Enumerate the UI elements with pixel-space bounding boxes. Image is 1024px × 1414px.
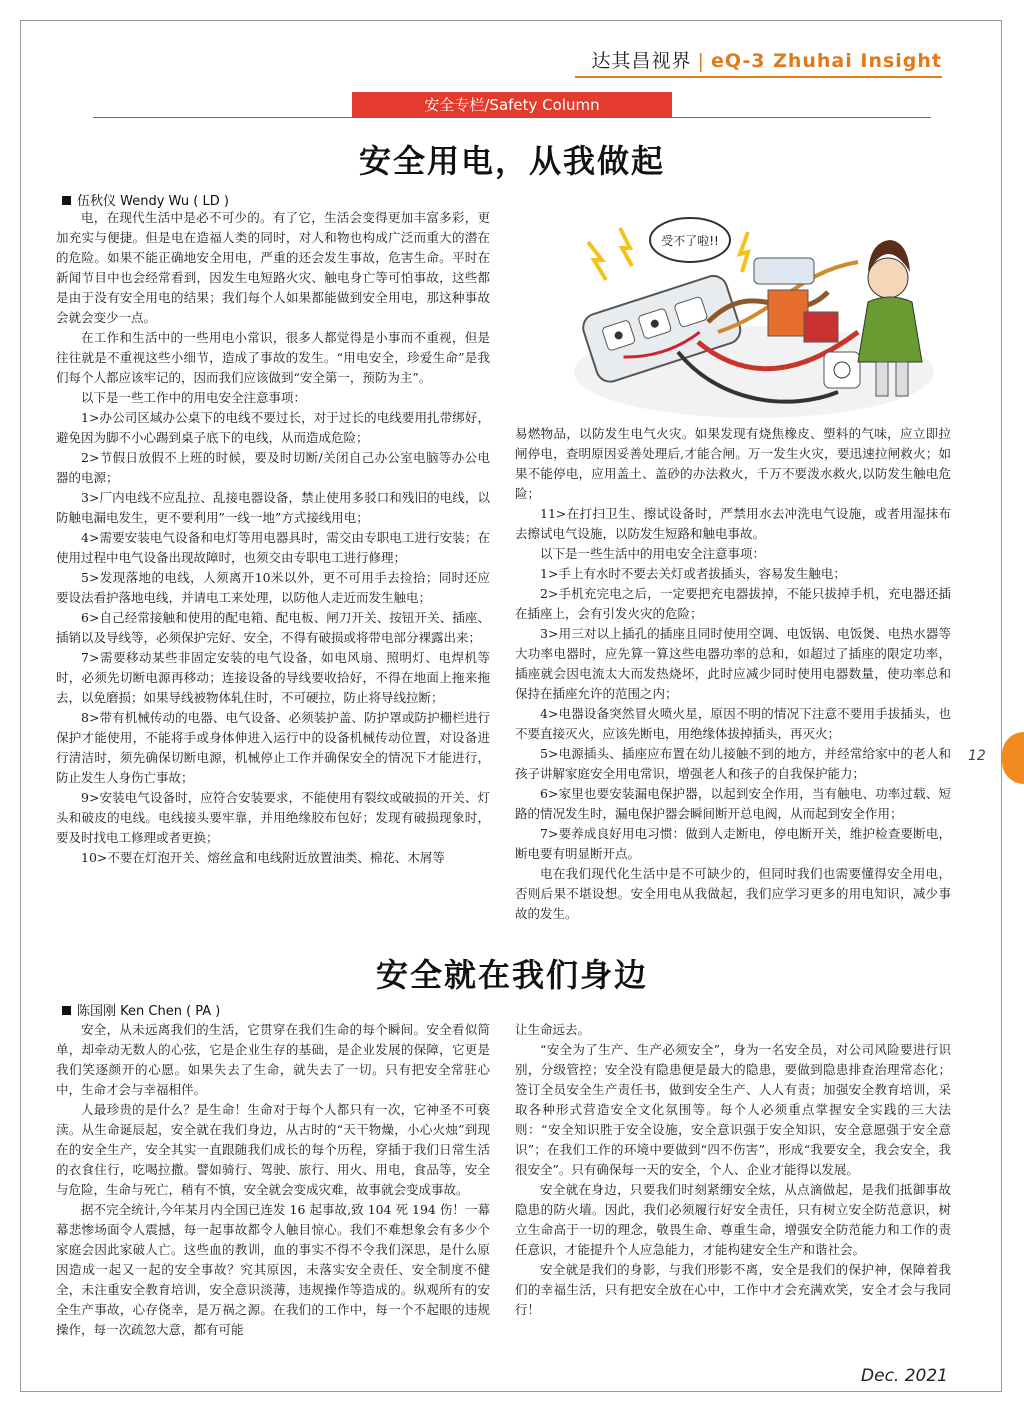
article1-right-column (515, 424, 951, 924)
paragraph: 7>需要移动某些非固定安装的电气设备，如电风扇、照明灯、电焊机等时，必须先切断电源再移动；连接设备的导线要收拾好，不得在地面上拖来拖去，以免磨损；如果导线被物体轧住时，不可硬拉，防止将导线拉断； (56, 650, 490, 705)
issue-date: Dec. 2021 (861, 1366, 948, 1386)
article2-left-column (56, 1020, 490, 1340)
article2-title: 安全就在我们身边 (375, 956, 648, 994)
article1-title: 安全用电，从我做起 (358, 142, 665, 180)
paragraph: 2>手机充完电之后，一定要把充电器拔掉，不能只拔掉手机，充电器还插在插座上，会有引发火灾的危险； (515, 586, 951, 621)
byline-square-icon (62, 1006, 71, 1015)
paragraph: 9>安装电气设备时，应符合安装要求，不能使用有裂纹或破损的开关、灯头和破皮的电线。电线接头要牢靠，并用绝缘胶布包好；发现有破损现象时，要及时找电工修理或者更换； (56, 790, 490, 845)
article2-byline (62, 1000, 220, 1019)
speech-bubble-text: 受不了啦!! (661, 234, 719, 248)
paragraph: 电在我们现代化生活中是不可缺少的，但同时我们也需要懂得安全用电，否则后果不堪设想。安全用电从我做起，我们应学习更多的用电知识，减少事故的发生。 (515, 866, 951, 921)
paragraph: 11>在打扫卫生、擦试设备时，严禁用水去冲洗电气设施，或者用湿抹布去擦试电气设施，以防发生短路和触电事故。 (515, 506, 951, 541)
paragraph: 7>要养成良好用电习惯：做到人走断电，停电断开关，维护检查要断电，断电要有明显断开点。 (515, 826, 951, 861)
paragraph: 1>办公司区域办公桌下的电线不要过长，对于过长的电线要用扎带绑好，避免因为脚不小心踢到桌子底下的电线，从而造成危险； (56, 410, 490, 445)
paragraph: 4>需要安装电气设备和电灯等用电器具时，需交由专职电工进行安装；在使用过程中电气设备出现故障时，也须交由专职电工进行修理； (56, 530, 490, 565)
article1-byline (62, 190, 229, 209)
article1-byline-text: 伍秋仪 Wendy Wu ( LD ) (77, 194, 229, 209)
article1-left-column (56, 208, 490, 868)
paragraph: 8>带有机械传动的电器、电气设备、必须装护盖、防护罩或防护栅栏进行保护才能使用，不能将手或身体伸进入运行中的设备机械传动位置，对设备进行清洁时，须先确保切断电源，机械停止工作并确保安全的情况下才能进行，防止发生人身伤亡事故； (56, 710, 490, 785)
masthead-separator: | (697, 50, 705, 72)
paragraph: 6>家里也要安装漏电保护器，以起到安全作用，当有触电、功率过载、短路的情况发生时，漏电保护器会瞬间断开总电阀，从而起到安全作用； (515, 786, 951, 821)
masthead-en: eQ-3 Zhuhai Insight (710, 50, 942, 72)
paragraph: 1>手上有水时不要去关灯或者拔插头，容易发生触电； (540, 566, 846, 581)
electrical-safety-illustration (558, 212, 950, 424)
paragraph: “安全为了生产、生产必须安全”，身为一名安全员，对公司风险要进行识别，分级管控；安全没有隐患便是最大的隐患，要做到隐患排查治理常态化；签订全员安全生产责任书，做到安全生产、人人有责；加强安全教育培训，采取各种形式营造安全文化氛围等。每个人必须重点掌握安全实践的三大法则：“安全知识胜于安全设施，安全意识强于安全知识，安全意愿强于安全意识”；在我们工作的环境中要做到“四不伤害”，形成“我要安全，我会安全，我很安全”。只有确保每一天的安全，个人、企业才能得以发展。 (515, 1042, 951, 1177)
article2-right-column (515, 1020, 951, 1320)
masthead-rule (575, 76, 942, 78)
paragraph: 安全就在身边，只要我们时刻紧绷安全炫，从点滴做起，是我们抵御事故隐患的防火墙。因此，我们必须履行好安全责任，只有树立安全防范意识，树立生命高于一切的理念，敬畏生命、尊重生命，增强安全防范能力和工作的责任意识，才能提升个人应急能力，才能构建安全生产和谐社会。 (515, 1182, 951, 1257)
paragraph: 3>用三对以上插孔的插座且同时使用空调、电饭锅、电饭煲、电热水器等大功率电器时，应先算一算这些电器功率的总和，如超过了插座的限定功率，插座就会因电流太大而发热烧坏，此时应减少同时使用电器数量，使功率总和保持在插座允许的范围之内； (515, 626, 951, 701)
paragraph: 安全就是我们的身影，与我们形影不离，安全是我们的保护神，保障着我们的幸福生活，只有把安全放在心中，工作中才会充满欢笑，安全才会与我同行！ (515, 1262, 951, 1317)
paragraph: 5>发现落地的电线，人须离开10米以外，更不可用手去捡拾；同时还应要设法看护落地电线，并请电工来处理，以防他人走近而发生触电； (56, 570, 490, 605)
paragraph: 在工作和生活中的一些用电小常识，很多人都觉得是小事而不重视，但是往往就是不重视这些小细节，造成了事故的发生。“用电安全，珍爱生命”是我们每个人都应该牢记的，因而我们应该做到“安全第一，预防为主”。 (56, 330, 490, 385)
paragraph: 3>厂内电线不应乱拉、乱接电器设备，禁止使用多驳口和残旧的电线，以防触电漏电发生，更不要利用”一线一地”方式接线用电； (56, 490, 490, 525)
paragraph: 以下是一些工作中的用电安全注意事项： (81, 390, 307, 405)
column-tag: 安全专栏/Safety Column (352, 92, 672, 118)
paragraph: 4>电器设备突然冒火喷火星，原因不明的情况下注意不要用手拔插头，也不要直接灭火，应该先断电，用绝缘体拔掉插头，再灭火； (515, 706, 951, 741)
paragraph: 5>电源插头、插座应布置在幼儿接触不到的地方，并经常给家中的老人和孩子讲解家庭安全用电常识，增强老人和孩子的自我保护能力； (515, 746, 951, 781)
paragraph: 10>不要在灯泡开关、熔丝盒和电线附近放置油类、棉花、木屑等 (81, 850, 445, 865)
paragraph: 让生命远去。 (515, 1022, 591, 1037)
paragraph: 易燃物品，以防发生电气火灾。如果发现有烧焦橡皮、塑料的气味，应立即拉闸停电，查明原因妥善处理后,才能合闸。万一发生火灾，要迅速拉闸救火；如果不能停电，应用盖土、盖砂的办法救火，千万不要泼水救火,以防发生触电危险； (515, 426, 951, 501)
page-number: 12 (968, 748, 986, 764)
paragraph: 6>自己经常接触和使用的配电箱、配电板、闸刀开关、按钮开关、插座、插销以及导线等，必须保护完好、安全，不得有破损或将带电部分裸露出来； (56, 610, 490, 645)
article2-byline-text: 陈国刚 Ken Chen ( PA ) (77, 1004, 221, 1019)
masthead-cn: 达其昌视界 (591, 50, 692, 72)
page-tab (1002, 732, 1024, 784)
byline-square-icon (62, 196, 71, 205)
paragraph: 电，在现代生活中是必不可少的。有了它，生活会变得更加丰富多彩，更加充实与便捷。但是电在造福人类的同时，对人和物也构成广泛而重大的潜在的危险。如果不能正确地安全用电，严重的还会发生事故，危害生命。平时在新闻节目中也会经常看到，因发生电短路火灾、触电身亡等可怕事故，这些都是由于没有安全用电的结果；我们每个人如果都能做到安全用电，那这种事故会就会变少一点。 (56, 210, 490, 325)
paragraph: 安全，从未远离我们的生活，它贯穿在我们生命的每个瞬间。安全看似简单，却牵动无数人的心弦，它是企业生存的基础，是企业发展的保障，它更是我们笑逐颜开的心愿。如果失去了生命，就失去了一切。只有把安全常驻心中，生命才会与幸福相伴。 (56, 1022, 490, 1097)
paragraph: 据不完全统计,今年某月内全国已连发 16 起事故,致 104 死 194 伤！一幕幕悲惨场面令人震撼，每一起事故都令人触目惊心。我们不难想象会有多少个家庭会因此家破人亡。这些血的教训，血的事实不得不令我们深思，是什么原因造成一起又一起的安全事故？究其原因，未落实安全责任、安全制度不健全，未注重安全教育培训，安全意识淡薄，违规操作等造成的。纵观所有的安全生产事故，心存侥幸，是万祸之源。在我们的工作中，每一个不起眼的违规操作，每一次疏忽大意，都有可能 (56, 1202, 490, 1337)
paragraph: 2>节假日放假不上班的时候，要及时切断/关闭自己办公室电脑等办公电器的电源； (56, 450, 490, 485)
paragraph: 以下是一些生活中的用电安全注意事项： (540, 546, 766, 561)
paragraph: 人最珍贵的是什么？是生命！生命对于每个人都只有一次，它神圣不可亵渎。从生命诞辰起，安全就在我们身边，从古时的“天干物燥，小心火烛”到现在的安全生产，安全其实一直跟随我们成长的每个历程，穿插于我们日常生活的衣食住行，吃喝拉撒。譬如骑行、驾驶、旅行、用火、用电，食品等，安全与危险，生命与死亡，稍有不慎，安全就会变成灾难，故事就会变成事故。 (56, 1102, 490, 1197)
masthead (592, 46, 942, 73)
